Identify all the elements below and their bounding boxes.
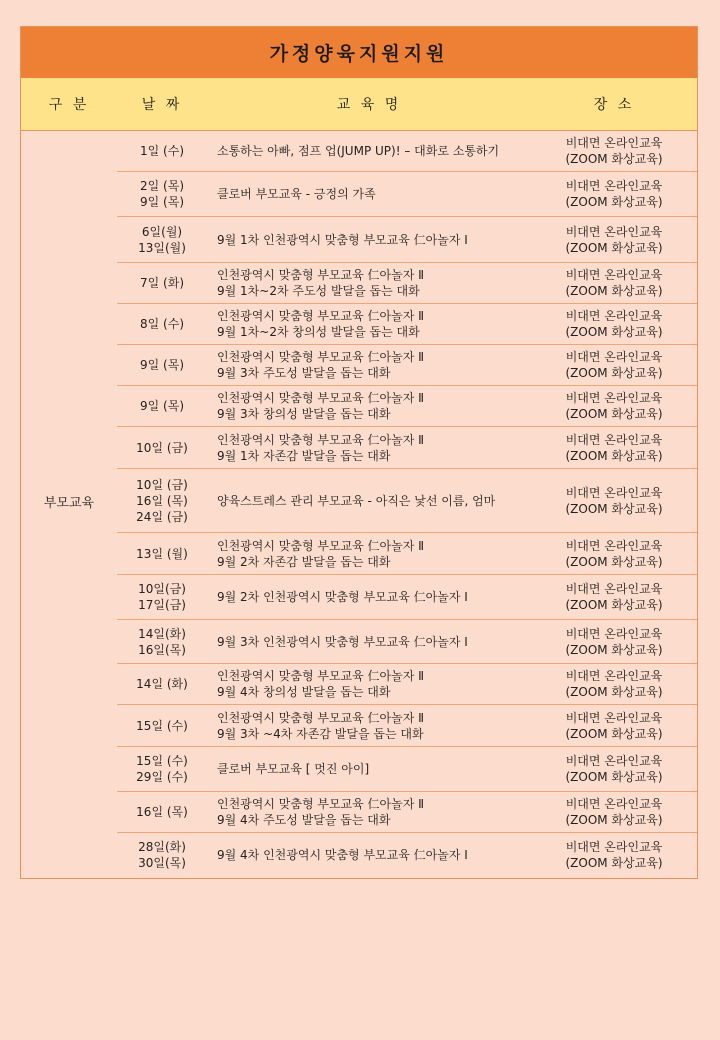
place-cell-line: (ZOOM 화상교육) (565, 325, 663, 339)
course-cell-line: 인천광역시 맞춤형 부모교육 仁아놀자 Ⅱ (217, 432, 425, 447)
course-cell (207, 304, 531, 345)
table-row (21, 263, 697, 304)
course-cell-line: 인천광역시 맞춤형 부모교육 仁아놀자 Ⅱ (217, 797, 425, 811)
page-title: 가정양육지원지원 (21, 27, 697, 78)
place-cell-line: 비대면 온라인교육 (565, 268, 663, 282)
course-cell-line: 양육스트레스 관리 부모교육 - 아직은 낯선 이름, 엄마 (217, 493, 496, 508)
place-cell-line: (ZOOM 화상교육) (565, 770, 663, 784)
course-cell (207, 172, 531, 217)
course-cell-line: 9월 1차~2차 주도성 발달을 돕는 대화 (217, 284, 420, 298)
course-cell-line: 9월 4차 인천광역시 맞춤형 부모교육 仁아놀자 Ⅰ (217, 848, 468, 863)
date-cell (117, 747, 207, 792)
place-cell-line: 비대면 온라인교육 (565, 710, 663, 725)
course-cell-line: 인천광역시 맞춤형 부모교육 仁아놀자 Ⅱ (217, 538, 425, 553)
table-row (21, 131, 697, 172)
course-cell (207, 833, 531, 878)
place-cell-line: (ZOOM 화상교육) (565, 813, 663, 827)
place-cell-line: 비대면 온라인교육 (565, 432, 663, 447)
place-cell (531, 575, 697, 620)
table-row (21, 345, 697, 386)
course-cell (207, 469, 531, 533)
course-cell-line: 9월 1차 인천광역시 맞춤형 부모교육 仁아놀자 Ⅰ (217, 232, 468, 247)
date-cell-line: 16일 (목) (136, 493, 188, 508)
table-row (21, 620, 697, 664)
course-cell (207, 263, 531, 304)
course-cell (207, 217, 531, 263)
place-cell (531, 217, 697, 263)
course-cell-line: 인천광역시 맞춤형 부모교육 仁아놀자 Ⅱ (217, 710, 425, 725)
date-cell (117, 386, 207, 427)
course-cell-line: 9월 1차~2차 창의성 발달을 돕는 대화 (217, 325, 420, 339)
place-cell-line: 비대면 온라인교육 (565, 224, 663, 239)
course-cell-line: 인천광역시 맞춤형 부모교육 仁아놀자 Ⅱ (217, 350, 425, 364)
date-cell-line: 29일 (수) (136, 770, 188, 784)
table-row (21, 664, 697, 705)
course-cell (207, 705, 531, 747)
table-row (21, 792, 697, 833)
date-cell-line: 7일 (화) (140, 276, 184, 290)
course-cell (207, 345, 531, 386)
date-cell-line: 9일 (목) (140, 358, 184, 372)
date-cell (117, 345, 207, 386)
place-cell-line: 비대면 온라인교육 (565, 669, 663, 683)
place-cell-line: (ZOOM 화상교육) (565, 407, 663, 421)
place-cell-line: 비대면 온라인교육 (565, 309, 663, 323)
date-cell (117, 792, 207, 833)
category-cell: 부모교육 (43, 496, 95, 512)
place-cell-line: 비대면 온라인교육 (565, 626, 663, 641)
place-cell-line: (ZOOM 화상교육) (565, 501, 663, 516)
table-row (21, 747, 697, 792)
schedule-rows (21, 131, 697, 878)
place-cell-line: 비대면 온라인교육 (565, 136, 663, 150)
header-category: 구 분 (21, 78, 117, 131)
table-row (21, 533, 697, 575)
header-course: 교 육 명 (207, 78, 531, 131)
place-cell-line: (ZOOM 화상교육) (565, 856, 663, 871)
place-cell-line: 비대면 온라인교육 (565, 485, 663, 500)
course-cell-line: 9월 3차 ~4차 자존감 발달을 돕는 대화 (217, 726, 424, 741)
date-cell (117, 131, 207, 172)
place-cell-line: (ZOOM 화상교육) (565, 554, 663, 569)
course-cell-line: 9월 2차 자존감 발달을 돕는 대화 (217, 554, 391, 569)
date-cell-line: 10일(금) (138, 582, 186, 596)
place-cell-line: 비대면 온라인교육 (565, 797, 663, 811)
place-cell-line: (ZOOM 화상교육) (565, 284, 663, 298)
date-cell-line: 6일(월) (141, 224, 183, 239)
place-cell (531, 664, 697, 705)
course-cell (207, 664, 531, 705)
table-row (21, 427, 697, 469)
place-cell-line: (ZOOM 화상교육) (565, 240, 663, 255)
date-cell (117, 575, 207, 620)
date-cell-line: 28일(화) (138, 840, 186, 855)
place-cell (531, 386, 697, 427)
course-cell-line: 9월 2차 인천광역시 맞춤형 부모교육 仁아놀자 Ⅰ (217, 590, 468, 604)
date-cell-line: 13일(월) (138, 240, 186, 255)
date-cell-line: 9일 (목) (140, 195, 184, 209)
place-cell (531, 172, 697, 217)
place-cell-line: 비대면 온라인교육 (565, 179, 663, 193)
course-cell-line: 9월 4차 주도성 발달을 돕는 대화 (217, 813, 391, 827)
place-cell (531, 304, 697, 345)
date-cell-line: 8일 (수) (140, 317, 184, 331)
header-place: 장 소 (531, 78, 697, 131)
date-cell (117, 427, 207, 469)
table-row (21, 304, 697, 345)
place-cell (531, 747, 697, 792)
date-cell (117, 263, 207, 304)
course-cell (207, 131, 531, 172)
table-row (21, 386, 697, 427)
course-cell-line: 9월 3차 주도성 발달을 돕는 대화 (217, 366, 391, 380)
course-cell-line: 9월 3차 인천광역시 맞춤형 부모교육 仁아놀자 Ⅰ (217, 634, 468, 649)
header-row (21, 78, 697, 131)
place-cell (531, 263, 697, 304)
date-cell (117, 620, 207, 664)
date-cell-line: 16일(목) (138, 642, 186, 657)
course-cell (207, 792, 531, 833)
table-row (21, 705, 697, 747)
date-cell-line: 10일 (금) (136, 440, 188, 455)
place-cell-line: (ZOOM 화상교육) (565, 195, 663, 209)
place-cell-line: 비대면 온라인교육 (565, 538, 663, 553)
table-row (21, 575, 697, 620)
place-cell-line: 비대면 온라인교육 (565, 391, 663, 405)
place-cell-line: (ZOOM 화상교육) (565, 152, 663, 166)
course-cell-line: 클로버 부모교육 [ 멋진 아이] (217, 762, 370, 776)
date-cell (117, 664, 207, 705)
course-cell-line: 인천광역시 맞춤형 부모교육 仁아놀자 Ⅱ (217, 669, 425, 683)
date-cell-line: 15일 (수) (136, 718, 188, 733)
place-cell (531, 792, 697, 833)
place-cell (531, 131, 697, 172)
place-cell-line: (ZOOM 화상교육) (565, 448, 663, 463)
place-cell (531, 705, 697, 747)
place-cell-line: (ZOOM 화상교육) (565, 366, 663, 380)
place-cell (531, 427, 697, 469)
course-cell (207, 575, 531, 620)
course-cell (207, 533, 531, 575)
date-cell (117, 833, 207, 878)
course-cell (207, 386, 531, 427)
course-cell-line: 9월 3차 창의성 발달을 돕는 대화 (217, 407, 391, 421)
place-cell-line: 비대면 온라인교육 (565, 754, 663, 768)
place-cell-line: (ZOOM 화상교육) (565, 642, 663, 657)
date-cell (117, 217, 207, 263)
place-cell-line: (ZOOM 화상교육) (565, 685, 663, 699)
date-cell-line: 14일(화) (138, 626, 186, 641)
schedule-table (21, 78, 697, 878)
date-cell-line: 24일 (금) (136, 509, 188, 524)
date-cell (117, 705, 207, 747)
course-cell-line: 9월 1차 자존감 발달을 돕는 대화 (217, 448, 391, 463)
place-cell (531, 469, 697, 533)
place-cell-line: (ZOOM 화상교육) (565, 726, 663, 741)
course-cell-line: 인천광역시 맞춤형 부모교육 仁아놀자 Ⅱ (217, 391, 425, 405)
date-cell-line: 10일 (금) (136, 477, 188, 492)
date-cell-line: 16일 (목) (136, 805, 188, 819)
date-cell-line: 14일 (화) (136, 677, 188, 691)
date-cell-line: 13일 (월) (136, 546, 188, 561)
table-row (21, 469, 697, 533)
place-cell-line: 비대면 온라인교육 (565, 840, 663, 855)
course-cell (207, 747, 531, 792)
course-cell-line: 소통하는 아빠, 점프 업(JUMP UP)! – 대화로 소통하기 (217, 144, 500, 158)
place-cell (531, 620, 697, 664)
place-cell-line: 비대면 온라인교육 (565, 582, 663, 596)
place-cell (531, 533, 697, 575)
place-cell (531, 345, 697, 386)
date-cell (117, 469, 207, 533)
header-date: 날 짜 (117, 78, 207, 131)
course-cell (207, 427, 531, 469)
date-cell-line: 9일 (목) (140, 399, 184, 413)
course-cell-line: 9월 4차 창의성 발달을 돕는 대화 (217, 685, 391, 699)
date-cell (117, 304, 207, 345)
course-cell-line: 인천광역시 맞춤형 부모교육 仁아놀자 Ⅱ (217, 309, 425, 323)
schedule-sheet (20, 26, 698, 879)
place-cell-line: 비대면 온라인교육 (565, 350, 663, 364)
place-cell-line: (ZOOM 화상교육) (565, 598, 663, 612)
table-row (21, 172, 697, 217)
date-cell-line: 1일 (수) (140, 144, 184, 158)
date-cell (117, 172, 207, 217)
place-cell (531, 833, 697, 878)
table-row (21, 217, 697, 263)
date-cell-line: 2일 (목) (140, 179, 184, 193)
date-cell-line: 15일 (수) (136, 754, 188, 768)
course-cell-line: 인천광역시 맞춤형 부모교육 仁아놀자 Ⅱ (217, 268, 425, 282)
date-cell-line: 30일(목) (138, 856, 186, 871)
date-cell-line: 17일(금) (138, 598, 186, 612)
course-cell-line: 클로버 부모교육 - 긍정의 가족 (217, 187, 376, 201)
table-row (21, 833, 697, 878)
course-cell (207, 620, 531, 664)
date-cell (117, 533, 207, 575)
